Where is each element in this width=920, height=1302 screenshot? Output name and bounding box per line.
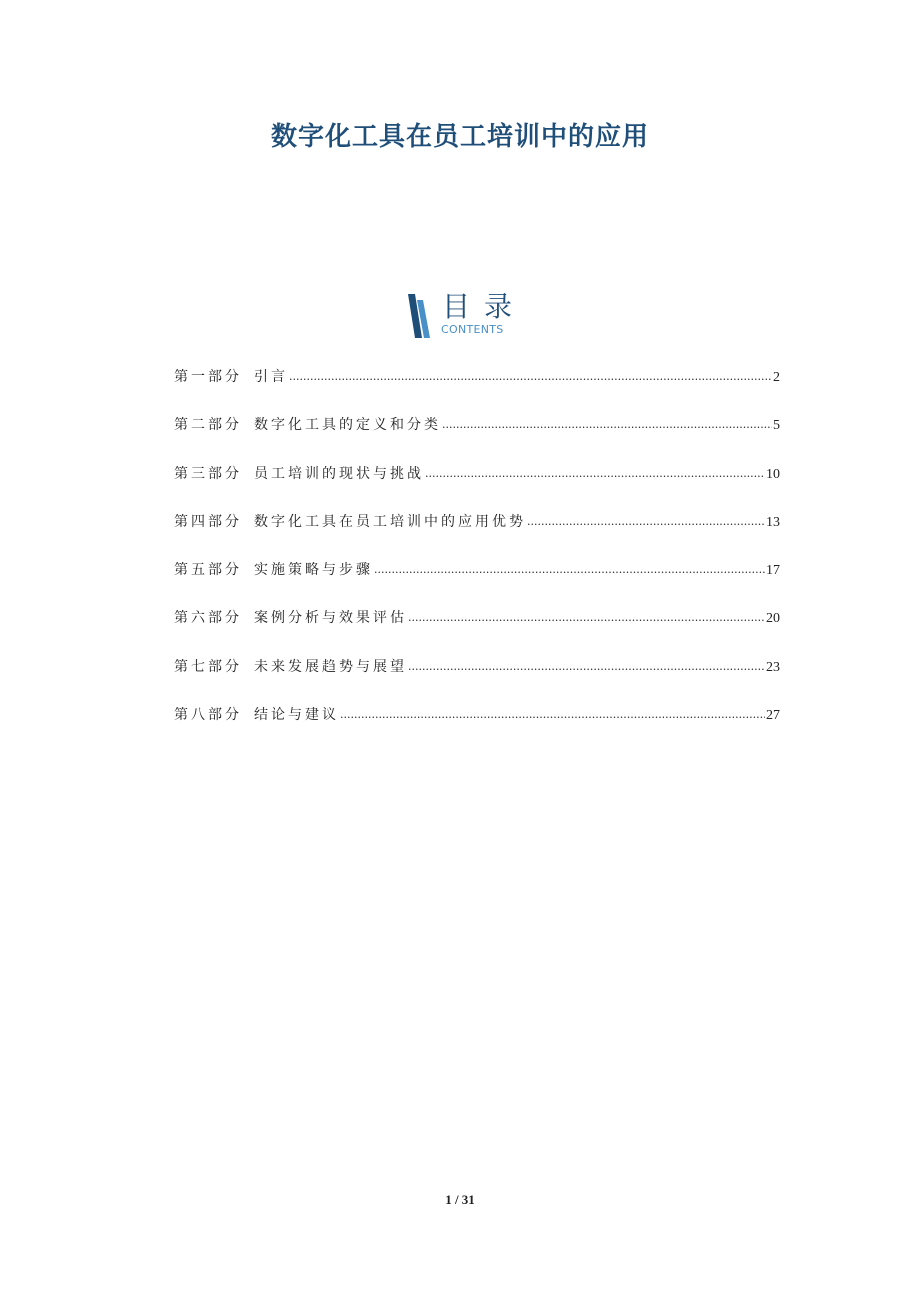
toc-entry-leader [408, 653, 765, 680]
toc-entry-8[interactable] [174, 702, 780, 750]
toc-entry-part: 第一部分 [174, 369, 242, 385]
toc-entry-leader [289, 363, 772, 390]
toc-entry-leader [340, 701, 765, 728]
toc-entry-leader [527, 508, 765, 535]
toc-bookmark-icon [406, 294, 432, 338]
toc-entry-2[interactable] [174, 412, 780, 460]
page-number: 1 / 31 [445, 1192, 475, 1207]
toc-entry-title: 未来发展趋势与展望 [254, 658, 407, 675]
toc-list [174, 364, 780, 750]
toc-entry-page: 13 [766, 514, 780, 530]
toc-heading-en: CONTENTS [441, 323, 504, 336]
toc-entry-title: 实施策略与步骤 [254, 562, 373, 579]
toc-entry-leader [374, 556, 765, 583]
toc-entry-1[interactable] [174, 364, 780, 412]
toc-entry-part: 第六部分 [174, 610, 242, 627]
toc-entry-page: 20 [766, 611, 780, 627]
toc-entry-page: 27 [766, 708, 780, 724]
toc-entry-part: 第三部分 [174, 465, 242, 482]
toc-entry-page: 5 [773, 418, 780, 434]
toc-entry-4[interactable] [174, 509, 780, 557]
toc-entry-page: 23 [766, 659, 780, 675]
toc-heading-zh: 目录 [442, 290, 527, 323]
toc-entry-title: 结论与建议 [254, 707, 339, 724]
toc-entry-title: 数字化工具在员工培训中的应用优势 [254, 513, 526, 530]
toc-entry-title: 数字化工具的定义和分类 [254, 417, 441, 434]
toc-entry-leader [442, 411, 772, 438]
toc-entry-leader [425, 460, 765, 487]
toc-entry-title: 引言 [254, 369, 288, 385]
toc-entry-title: 员工培训的现状与挑战 [254, 465, 424, 482]
toc-entry-page: 2 [773, 370, 780, 385]
toc-entry-part: 第八部分 [174, 707, 242, 724]
document-title: 数字化工具在员工培训中的应用 [270, 122, 649, 152]
toc-entry-3[interactable] [174, 461, 780, 509]
toc-entry-part: 第四部分 [174, 513, 242, 530]
toc-entry-part: 第二部分 [174, 417, 242, 434]
toc-entry-7[interactable] [174, 654, 780, 702]
toc-entry-part: 第七部分 [174, 658, 242, 675]
toc-heading [406, 290, 526, 340]
toc-entry-title: 案例分析与效果评估 [254, 610, 407, 627]
toc-entry-page: 17 [766, 563, 780, 579]
toc-entry-page: 10 [766, 466, 780, 482]
toc-entry-5[interactable] [174, 557, 780, 605]
toc-entry-leader [408, 604, 765, 631]
toc-entry-part: 第五部分 [174, 562, 242, 579]
toc-entry-6[interactable] [174, 605, 780, 653]
